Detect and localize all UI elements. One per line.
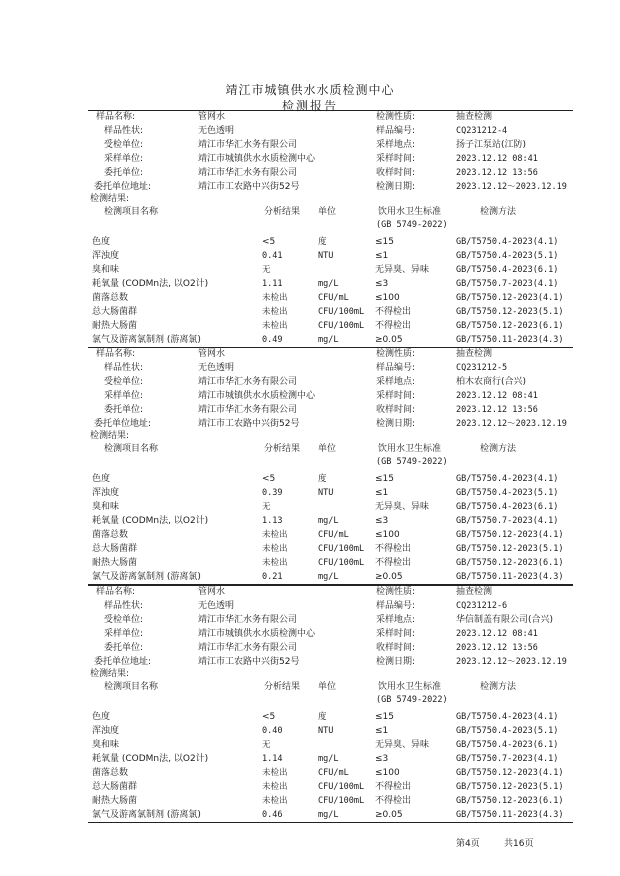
test-nature-label: 检测性质:: [376, 112, 416, 122]
item-unit: mg/L: [318, 810, 339, 820]
item-result: <5: [262, 712, 276, 722]
inspected-unit-value: 靖江市华汇水务有限公司: [198, 615, 298, 625]
item-standard: 不得检出: [375, 321, 412, 331]
test-nature-label: 检测性质:: [376, 587, 416, 597]
item-method: GB/T5750.12-2023(4.1): [456, 530, 564, 540]
item-unit: CFU/100mL: [318, 796, 365, 806]
item-result: 1.11: [262, 279, 283, 289]
item-method: GB/T5750.11-2023(4.3): [456, 572, 564, 582]
item-standard: 无异臭、异味: [375, 265, 430, 275]
item-method: GB/T5750.7-2023(4.1): [456, 754, 559, 764]
item-standard: 无异臭、异味: [375, 740, 430, 750]
item-standard: ≥0.05: [375, 335, 403, 345]
sampling-unit-value: 靖江市城镇供水水质检测中心: [198, 154, 316, 164]
item-unit: mg/L: [318, 335, 339, 345]
col-std-header: 饮用水卫生标准: [378, 444, 442, 454]
item-name: 氯气及游离氯制剂 (游离氯): [92, 810, 201, 820]
item-standard: ≤15: [375, 237, 394, 247]
item-method: GB/T5750.4-2023(4.1): [456, 712, 559, 722]
col-unit-header: 单位: [318, 207, 337, 217]
table-row: [88, 558, 573, 570]
item-method: GB/T5750.4-2023(6.1): [456, 265, 559, 275]
item-standard: ≤1: [375, 726, 389, 736]
item-unit: 度: [318, 712, 327, 722]
sample-name-value: 管网水: [198, 349, 226, 359]
sample-name-value: 管网水: [198, 587, 226, 597]
sampling-unit-label: 采样单位:: [104, 629, 144, 639]
item-method: GB/T5750.4-2023(6.1): [456, 740, 559, 750]
client-value: 靖江市华汇水务有限公司: [198, 168, 298, 178]
item-result: 未检出: [262, 544, 288, 554]
item-result: 1.13: [262, 516, 283, 526]
col-item-header: 检测项目名称: [104, 444, 159, 454]
item-result: <5: [262, 237, 276, 247]
appearance-label: 样品性状:: [104, 363, 144, 373]
table-row: [88, 544, 573, 556]
sampling-unit-label: 采样单位:: [104, 154, 144, 164]
item-name: 浑浊度: [92, 488, 120, 498]
test-date-label: 检测日期:: [376, 657, 416, 667]
item-unit: CFU/100mL: [318, 321, 365, 331]
test-nature-value: 抽查检测: [456, 112, 493, 122]
table-row: [88, 782, 573, 794]
col-unit-header: 单位: [318, 682, 337, 692]
client-label: 委托单位:: [104, 643, 144, 653]
item-method: GB/T5750.11-2023(4.3): [456, 335, 564, 345]
item-name: 耐热大肠菌: [92, 796, 138, 806]
item-method: GB/T5750.4-2023(4.1): [456, 474, 559, 484]
col-result-header: 分析结果: [264, 207, 301, 217]
client-label: 委托单位:: [104, 168, 144, 178]
item-result: <5: [262, 474, 276, 484]
item-result: 0.21: [262, 572, 283, 582]
item-name: 总大肠菌群: [92, 307, 138, 317]
results-label: 检测结果:: [90, 669, 130, 679]
item-name: 臭和味: [92, 502, 120, 512]
item-result: 0.46: [262, 810, 283, 820]
sampling-time-label: 采样时间:: [376, 629, 416, 639]
sampling-time-value: 2023.12.12 08:41: [456, 629, 538, 639]
results-label: 检测结果:: [90, 194, 130, 204]
sampling-time-value: 2023.12.12 08:41: [456, 154, 538, 164]
item-result: 无: [262, 265, 271, 275]
sample-block: [88, 110, 573, 348]
item-standard: ≤3: [375, 754, 389, 764]
sample-no-label: 样品编号:: [376, 601, 416, 611]
sampling-time-label: 采样时间:: [376, 391, 416, 401]
test-date-value: 2023.12.12～2023.12.19: [456, 182, 567, 192]
test-date-label: 检测日期:: [376, 419, 416, 429]
item-standard: 不得检出: [375, 782, 412, 792]
sampling-unit-label: 采样单位:: [104, 391, 144, 401]
table-row: [88, 474, 573, 486]
client-address-label: 委托单位地址:: [94, 419, 152, 429]
item-method: GB/T5750.4-2023(5.1): [456, 251, 559, 261]
item-standard: ≤100: [375, 530, 400, 540]
page-total: 共16页: [504, 839, 534, 849]
sampling-site-label: 采样地点:: [376, 140, 416, 150]
item-unit: NTU: [318, 251, 334, 261]
appearance-label: 样品性状:: [104, 601, 144, 611]
receive-time-label: 收样时间:: [376, 643, 416, 653]
item-result: 未检出: [262, 558, 288, 568]
table-row: [88, 768, 573, 780]
col-std-header: 饮用水卫生标准: [378, 207, 442, 217]
item-name: 耗氧量 (CODMn法, 以O2计): [92, 279, 209, 289]
item-method: GB/T5750.12-2023(4.1): [456, 293, 564, 303]
item-name: 总大肠菌群: [92, 544, 138, 554]
table-row: [88, 810, 573, 822]
receive-time-value: 2023.12.12 13:56: [456, 405, 538, 415]
item-unit: CFU/mL: [318, 530, 349, 540]
table-row: [88, 502, 573, 514]
top-rule: [88, 585, 573, 586]
item-name: 浑浊度: [92, 251, 120, 261]
item-result: 0.39: [262, 488, 283, 498]
item-result: 未检出: [262, 782, 288, 792]
table-row: [88, 307, 573, 319]
item-method: GB/T5750.12-2023(6.1): [456, 321, 564, 331]
receive-time-label: 收样时间:: [376, 405, 416, 415]
item-standard: ≤3: [375, 279, 389, 289]
item-result: 未检出: [262, 307, 288, 317]
item-unit: CFU/100mL: [318, 782, 365, 792]
sample-no-label: 样品编号:: [376, 126, 416, 136]
table-row: [88, 279, 573, 291]
item-method: GB/T5750.4-2023(6.1): [456, 502, 559, 512]
item-result: 0.49: [262, 335, 283, 345]
sampling-unit-value: 靖江市城镇供水水质检测中心: [198, 391, 316, 401]
item-result: 0.41: [262, 251, 283, 261]
item-name: 氯气及游离氯制剂 (游离氯): [92, 572, 201, 582]
table-row: [88, 293, 573, 305]
inspected-unit-label: 受检单位:: [104, 140, 144, 150]
client-value: 靖江市华汇水务有限公司: [198, 643, 298, 653]
item-standard: ≤15: [375, 712, 394, 722]
table-row: [88, 572, 573, 584]
item-name: 臭和味: [92, 265, 120, 275]
client-value: 靖江市华汇水务有限公司: [198, 405, 298, 415]
item-name: 菌落总数: [92, 768, 129, 778]
col-std-code: (GB 5749-2022): [376, 695, 448, 705]
item-method: GB/T5750.4-2023(5.1): [456, 488, 559, 498]
item-name: 浑浊度: [92, 726, 120, 736]
results-label: 检测结果:: [90, 431, 130, 441]
col-item-header: 检测项目名称: [104, 207, 159, 217]
item-method: GB/T5750.7-2023(4.1): [456, 279, 559, 289]
table-row: [88, 251, 573, 263]
item-result: 无: [262, 740, 271, 750]
item-result: 未检出: [262, 293, 288, 303]
page-number: 第4页: [456, 839, 480, 849]
col-item-header: 检测项目名称: [104, 682, 159, 692]
sampling-site-value: 华信制盖有限公司(合兴): [456, 615, 554, 625]
test-nature-label: 检测性质:: [376, 349, 416, 359]
item-unit: mg/L: [318, 516, 339, 526]
col-std-header: 饮用水卫生标准: [378, 682, 442, 692]
table-row: [88, 335, 573, 347]
bottom-rule: [88, 822, 573, 823]
item-standard: 无异臭、异味: [375, 502, 430, 512]
item-unit: CFU/100mL: [318, 544, 365, 554]
sample-no-label: 样品编号:: [376, 363, 416, 373]
col-std-code: (GB 5749-2022): [376, 457, 448, 467]
item-name: 色度: [92, 474, 111, 484]
sampling-time-label: 采样时间:: [376, 154, 416, 164]
item-name: 氯气及游离氯制剂 (游离氯): [92, 335, 201, 345]
receive-time-label: 收样时间:: [376, 168, 416, 178]
sample-no-value: CQ231212-5: [456, 363, 508, 373]
test-date-label: 检测日期:: [376, 182, 416, 192]
item-name: 色度: [92, 237, 111, 247]
inspected-unit-label: 受检单位:: [104, 377, 144, 387]
table-row: [88, 530, 573, 542]
test-nature-value: 抽查检测: [456, 349, 493, 359]
appearance-value: 无色透明: [198, 126, 235, 136]
item-method: GB/T5750.12-2023(5.1): [456, 307, 564, 317]
item-name: 耗氧量 (CODMn法, 以O2计): [92, 516, 209, 526]
sampling-site-label: 采样地点:: [376, 377, 416, 387]
item-unit: CFU/100mL: [318, 558, 365, 568]
table-row: [88, 726, 573, 738]
item-standard: 不得检出: [375, 307, 412, 317]
appearance-value: 无色透明: [198, 601, 235, 611]
sample-name-label: 样品名称:: [96, 587, 136, 597]
item-unit: mg/L: [318, 754, 339, 764]
item-method: GB/T5750.4-2023(5.1): [456, 726, 559, 736]
client-address-value: 靖江市工农路中兴街52号: [198, 419, 300, 429]
item-unit: CFU/mL: [318, 768, 349, 778]
item-result: 未检出: [262, 796, 288, 806]
table-row: [88, 265, 573, 277]
table-row: [88, 754, 573, 766]
item-name: 菌落总数: [92, 530, 129, 540]
col-std-code: (GB 5749-2022): [376, 220, 448, 230]
table-row: [88, 796, 573, 808]
client-address-label: 委托单位地址:: [94, 182, 152, 192]
table-row: [88, 237, 573, 249]
appearance-label: 样品性状:: [104, 126, 144, 136]
table-row: [88, 488, 573, 500]
item-result: 未检出: [262, 768, 288, 778]
col-method-header: 检测方法: [480, 444, 517, 454]
item-unit: CFU/mL: [318, 293, 349, 303]
report-org-title: 靖江市城镇供水水质检测中心: [225, 83, 395, 97]
item-unit: NTU: [318, 726, 334, 736]
item-unit: 度: [318, 237, 327, 247]
sample-name-value: 管网水: [198, 112, 226, 122]
client-address-value: 靖江市工农路中兴街52号: [198, 657, 300, 667]
item-method: GB/T5750.4-2023(4.1): [456, 237, 559, 247]
sampling-site-label: 采样地点:: [376, 615, 416, 625]
test-date-value: 2023.12.12～2023.12.19: [456, 419, 567, 429]
item-standard: 不得检出: [375, 558, 412, 568]
item-result: 无: [262, 502, 271, 512]
item-method: GB/T5750.12-2023(6.1): [456, 796, 564, 806]
item-result: 未检出: [262, 530, 288, 540]
receive-time-value: 2023.12.12 13:56: [456, 168, 538, 178]
item-name: 菌落总数: [92, 293, 129, 303]
inspected-unit-value: 靖江市华汇水务有限公司: [198, 377, 298, 387]
item-standard: ≥0.05: [375, 572, 403, 582]
item-result: 1.14: [262, 754, 283, 764]
item-standard: 不得检出: [375, 544, 412, 554]
item-unit: NTU: [318, 488, 334, 498]
item-name: 色度: [92, 712, 111, 722]
report-title: 检测报告: [281, 99, 338, 113]
table-row: [88, 712, 573, 724]
item-unit: mg/L: [318, 279, 339, 289]
item-method: GB/T5750.12-2023(6.1): [456, 558, 564, 568]
item-name: 总大肠菌群: [92, 782, 138, 792]
sample-block: [88, 585, 573, 823]
item-standard: ≥0.05: [375, 810, 403, 820]
item-name: 耐热大肠菌: [92, 558, 138, 568]
sampling-unit-value: 靖江市城镇供水水质检测中心: [198, 629, 316, 639]
table-row: [88, 321, 573, 333]
sample-block: [88, 347, 573, 585]
item-unit: 度: [318, 474, 327, 484]
item-standard: ≤1: [375, 251, 389, 261]
receive-time-value: 2023.12.12 13:56: [456, 643, 538, 653]
item-name: 耐热大肠菌: [92, 321, 138, 331]
test-date-value: 2023.12.12～2023.12.19: [456, 657, 567, 667]
item-name: 臭和味: [92, 740, 120, 750]
sampling-site-value: 柏木农商行(合兴): [456, 377, 527, 387]
sample-name-label: 样品名称:: [96, 112, 136, 122]
table-row: [88, 516, 573, 528]
appearance-value: 无色透明: [198, 363, 235, 373]
test-nature-value: 抽查检测: [456, 587, 493, 597]
inspected-unit-label: 受检单位:: [104, 615, 144, 625]
col-result-header: 分析结果: [264, 444, 301, 454]
item-standard: ≤15: [375, 474, 394, 484]
item-name: 耗氧量 (CODMn法, 以O2计): [92, 754, 209, 764]
sampling-time-value: 2023.12.12 08:41: [456, 391, 538, 401]
top-rule: [88, 110, 573, 111]
item-method: GB/T5750.12-2023(5.1): [456, 544, 564, 554]
item-standard: ≤3: [375, 516, 389, 526]
sample-no-value: CQ231212-4: [456, 126, 508, 136]
item-standard: 不得检出: [375, 796, 412, 806]
item-standard: ≤100: [375, 768, 400, 778]
item-result: 0.40: [262, 726, 283, 736]
item-method: GB/T5750.7-2023(4.1): [456, 516, 559, 526]
client-address-label: 委托单位地址:: [94, 657, 152, 667]
item-method: GB/T5750.12-2023(4.1): [456, 768, 564, 778]
client-address-value: 靖江市工农路中兴街52号: [198, 182, 300, 192]
item-method: GB/T5750.12-2023(5.1): [456, 782, 564, 792]
item-standard: ≤100: [375, 293, 400, 303]
item-standard: ≤1: [375, 488, 389, 498]
item-unit: mg/L: [318, 572, 339, 582]
client-label: 委托单位:: [104, 405, 144, 415]
top-rule: [88, 347, 573, 348]
sample-name-label: 样品名称:: [96, 349, 136, 359]
sample-no-value: CQ231212-6: [456, 601, 508, 611]
sampling-site-value: 扬子江泵站(江防): [456, 140, 527, 150]
col-method-header: 检测方法: [480, 207, 517, 217]
col-result-header: 分析结果: [264, 682, 301, 692]
table-row: [88, 740, 573, 752]
col-method-header: 检测方法: [480, 682, 517, 692]
col-unit-header: 单位: [318, 444, 337, 454]
inspected-unit-value: 靖江市华汇水务有限公司: [198, 140, 298, 150]
item-result: 未检出: [262, 321, 288, 331]
item-method: GB/T5750.11-2023(4.3): [456, 810, 564, 820]
item-unit: CFU/100mL: [318, 307, 365, 317]
